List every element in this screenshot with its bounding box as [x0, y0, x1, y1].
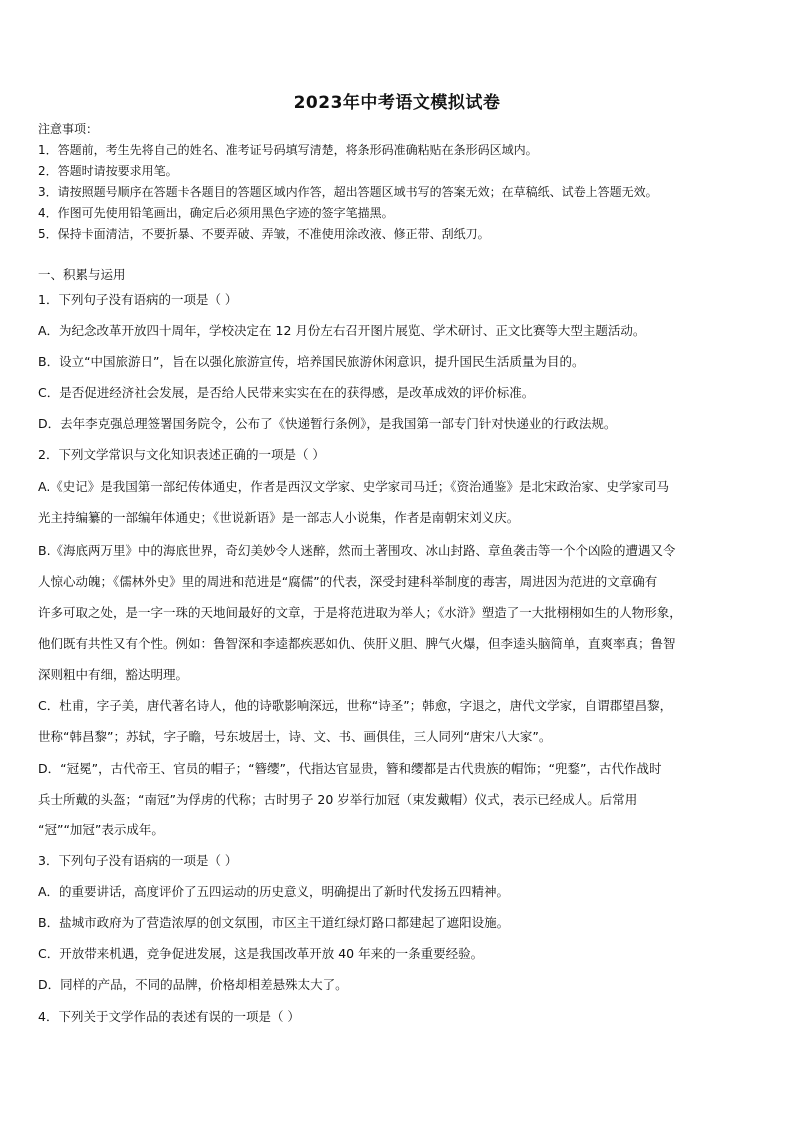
notice-item: 2．答题时请按要求用笔。	[38, 164, 178, 178]
option-b: B．盐城市政府为了营造浓厚的创文氛围，市区主干道红绿灯路口都建起了遮阳设施。	[38, 915, 510, 930]
question-stem: 3．下列句子没有语病的一项是（ ）	[38, 853, 238, 868]
question-stem: 2．下列文学常识与文化知识表述正确的一项是（ ）	[38, 447, 325, 462]
option-c: C．是否促进经济社会发展，是否给人民带来实实在在的获得感，是改革成效的评价标准。	[38, 385, 535, 400]
option-b-line: 深则粗中有细，豁达明理。	[38, 667, 189, 682]
notice-item: 1．答题前，考生先将自己的姓名、准考证号码填写清楚，将条形码准确粘贴在条形码区域内。	[38, 143, 538, 157]
option-d-line: D．“冠冕”，古代帝王、官员的帽子；“簪缨”，代指达官显贵，簪和缨都是古代贵族的帽饰；“兜鍪”，古代作战时	[38, 761, 662, 776]
notice-item: 4．作图可先使用铅笔画出，确定后必须用黑色字迹的签字笔描黑。	[38, 206, 394, 220]
option-c-line: C．杜甫，字子美，唐代著名诗人，他的诗歌影响深远，世称“诗圣”；韩愈，字退之，唐代文学家，自谓郡望昌黎，	[38, 698, 673, 713]
section-heading: 一、积累与运用	[38, 267, 126, 282]
option-d: D．同样的产品，不同的品牌，价格却相差悬殊太大了。	[38, 977, 348, 992]
option-b-line: B.《海底两万里》中的海底世界，奇幻美妙令人迷醉，然而土著围攻、冰山封路、章鱼袭击等一个个凶险的遭遇又令	[38, 543, 676, 558]
question-stem: 4．下列关于文学作品的表述有误的一项是（ ）	[38, 1009, 300, 1024]
option-d: D．去年李克强总理签署国务院令，公布了《快递暂行条例》，是我国第一部专门针对快递业的行政法规。	[38, 416, 617, 431]
option-c-line: 世称“韩昌黎”；苏轼，字子瞻，号东坡居士，诗、文、书、画俱佳，三人同列“唐宋八大家”。	[38, 729, 552, 744]
option-a: A．为纪念改革开放四十周年，学校决定在 12 月份左右召开图片展览、学术研讨、正文比赛等大型主题活动。	[38, 323, 646, 338]
notice-item: 5．保持卡面清洁，不要折暴、不要弄破、弄皱，不准使用涂改液、修正带、刮纸刀。	[38, 227, 490, 241]
option-a-line: 光主持编纂的一部编年体通史；《世说新语》是一部志人小说集，作者是南朝宋刘义庆。	[38, 510, 520, 525]
option-a: A．的重要讲话，高度评价了五四运动的历史意义，明确提出了新时代发扬五四精神。	[38, 884, 510, 899]
question-stem: 1．下列句子没有语病的一项是（ ）	[38, 292, 238, 307]
option-d-line: “冠”“加冠”表示成年。	[38, 822, 164, 837]
notice-item: 3．请按照题号顺序在答题卡各题目的答题区域内作答，超出答题区域书写的答案无效；在草稿纸、试卷上答题无效。	[38, 185, 658, 199]
option-b-line: 许多可取之处，是一字一珠的天地间最好的文章，于是将范进取为举人；《水浒》塑造了一大批栩栩如生的人物形象，	[38, 605, 682, 620]
option-b-line: 人惊心动魄；《儒林外史》里的周进和范进是“腐儒”的代表，深受封建科举制度的毒害，周进因为范进的文章确有	[38, 574, 658, 589]
option-d-line: 兵士所戴的头盔；“南冠”为俘虏的代称；古时男子 20 岁举行加冠（束发戴帽）仪式，表示已经成人。后常用	[38, 792, 638, 807]
option-b: B．设立“中国旅游日”，旨在以强化旅游宣传，培养国民旅游休闲意识，提升国民生活质量为目的。	[38, 354, 585, 369]
notice-heading: 注意事项：	[38, 122, 99, 136]
option-c: C．开放带来机遇，竞争促进发展，这是我国改革开放 40 年来的一条重要经验。	[38, 946, 484, 961]
page-title: 2023年中考语文模拟试卷	[293, 93, 501, 113]
option-a-line: A.《史记》是我国第一部纪传体通史，作者是西汉文学家、史学家司马迁；《资治通鉴》是北宋政治家、史学家司马	[38, 479, 670, 494]
option-b-line: 他们既有共性又有个性。例如：鲁智深和李逵都疾恶如仇、侠肝义胆、脾气火爆，但李逵头脑简单，直爽率真；鲁智	[38, 636, 676, 651]
